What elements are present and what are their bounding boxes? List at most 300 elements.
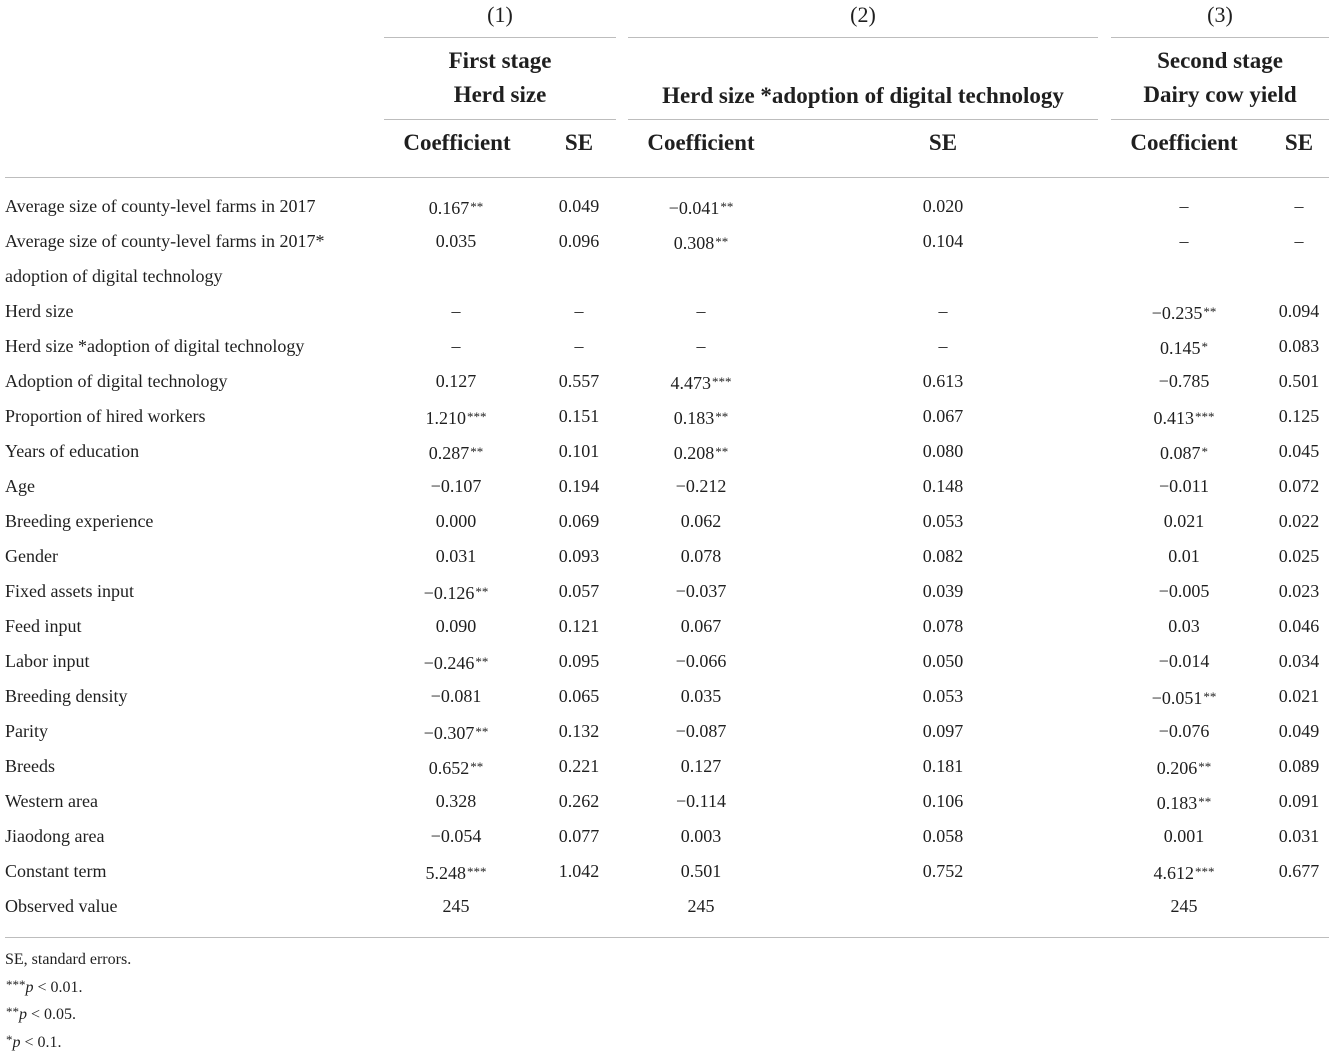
coefficient-cell	[676, 469, 727, 504]
se-cell	[1279, 399, 1320, 434]
coefficient-cell	[676, 714, 727, 749]
coefficient-cell	[688, 889, 715, 924]
se-cell	[559, 224, 600, 259]
cell-value: 0.125	[1279, 406, 1320, 426]
cell-value: 0.053	[923, 511, 964, 531]
cell-value: −0.066	[676, 651, 727, 671]
cell-value: –	[1295, 196, 1304, 216]
table-row	[0, 539, 1334, 574]
subheader-rule-1	[384, 119, 616, 120]
se-cell	[559, 539, 600, 574]
row-label: Feed input	[5, 609, 82, 644]
significance-stars: **	[475, 724, 488, 739]
cell-value: 0.072	[1279, 476, 1320, 496]
cell-value: −0.076	[1159, 721, 1210, 741]
cell-value: −0.011	[1159, 476, 1209, 496]
coefficient-cell	[1180, 189, 1189, 224]
cell-value: 0.096	[559, 231, 600, 251]
cell-value: 0.501	[1279, 371, 1320, 391]
significance-stars: **	[715, 234, 728, 249]
column-number-2: (2)	[628, 0, 1098, 30]
cell-value: 5.248	[426, 863, 467, 883]
significance-stars: ***	[467, 409, 487, 424]
footnote-symbol: p	[13, 1034, 21, 1051]
cell-value: 0.095	[559, 651, 600, 671]
subheader-coefficient-1: Coefficient	[357, 126, 557, 160]
coefficient-cell	[436, 504, 477, 539]
cell-value: 0.021	[1164, 511, 1205, 531]
se-cell	[1279, 504, 1320, 539]
column-number-3: (3)	[1111, 0, 1329, 30]
cell-value: 0.752	[923, 861, 964, 881]
row-label: Average size of county-level farms in 2017*	[5, 224, 325, 259]
column-title-3-line-1: Second stage	[1111, 44, 1329, 78]
cell-value: 0.035	[681, 686, 722, 706]
column-title-1-line-1: First stage	[384, 44, 616, 78]
cell-value: 0.151	[559, 406, 600, 426]
cell-value: 0.093	[559, 546, 600, 566]
coefficient-cell	[1160, 329, 1208, 366]
coefficient-cell	[426, 854, 487, 891]
row-label: Western area	[5, 784, 98, 819]
significance-stars: **	[1203, 304, 1216, 319]
cell-value: 0.067	[681, 616, 722, 636]
row-label: Years of education	[5, 434, 139, 469]
table-row	[0, 784, 1334, 819]
se-cell	[1279, 679, 1320, 714]
se-cell	[923, 819, 964, 854]
coefficient-cell	[681, 819, 722, 854]
cell-value: 0.127	[681, 756, 722, 776]
se-cell	[1279, 574, 1320, 609]
cell-value: 0.148	[923, 476, 964, 496]
cell-value: 0.034	[1279, 651, 1320, 671]
footnote-stars: ***	[6, 977, 26, 992]
coefficient-cell	[1159, 574, 1210, 609]
footnote-stars: *	[6, 1032, 13, 1047]
cell-value: 0.01	[1168, 546, 1200, 566]
cell-value: 0.000	[436, 511, 477, 531]
cell-value: 0.183	[1157, 793, 1198, 813]
se-cell	[923, 364, 964, 399]
cell-value: 0.078	[681, 546, 722, 566]
cell-value: 0.001	[1164, 826, 1205, 846]
footnote-text: < 0.1.	[21, 1034, 62, 1051]
table-row	[0, 644, 1334, 679]
significance-stars: *	[1202, 339, 1209, 354]
se-cell	[923, 469, 964, 504]
coefficient-cell	[1159, 364, 1210, 399]
cell-value: 0.287	[429, 443, 470, 463]
se-cell	[559, 469, 600, 504]
coefficient-cell	[681, 679, 722, 714]
footnote	[5, 973, 131, 1001]
coefficient-cell	[1168, 539, 1200, 574]
cell-value: 4.612	[1154, 863, 1195, 883]
se-cell	[923, 539, 964, 574]
cell-value: 0.094	[1279, 301, 1320, 321]
table-row	[0, 889, 1334, 924]
se-cell	[1279, 854, 1320, 889]
cell-value: 0.020	[923, 196, 964, 216]
subheader-se-3: SE	[1249, 126, 1334, 160]
cell-value: 0.145	[1160, 338, 1201, 358]
coefficient-cell	[1152, 679, 1217, 716]
cell-value: –	[452, 301, 461, 321]
coefficient-cell	[443, 889, 470, 924]
se-cell	[559, 609, 600, 644]
se-cell	[1279, 749, 1320, 784]
coefficient-cell	[681, 609, 722, 644]
coefficient-cell	[1171, 889, 1198, 924]
coefficient-cell	[681, 854, 722, 889]
cell-value: 0.132	[559, 721, 600, 741]
significance-stars: **	[720, 199, 733, 214]
cell-value: 0.03	[1168, 616, 1200, 636]
se-cell	[1279, 714, 1320, 749]
coefficient-cell	[436, 784, 477, 819]
table-row	[0, 574, 1334, 609]
cell-value: –	[939, 301, 948, 321]
cell-value: 0.057	[559, 581, 600, 601]
significance-stars: **	[715, 409, 728, 424]
se-cell	[923, 434, 964, 469]
se-cell	[923, 574, 964, 609]
cell-value: 0.031	[436, 546, 477, 566]
cell-value: −0.054	[431, 826, 482, 846]
coefficient-cell	[674, 434, 729, 471]
cell-value: 0.557	[559, 371, 600, 391]
row-label: Proportion of hired workers	[5, 399, 205, 434]
cell-value: 245	[443, 896, 470, 916]
row-label: Average size of county-level farms in 2017	[5, 189, 316, 224]
se-cell	[559, 434, 600, 469]
cell-value: 0.087	[1160, 443, 1201, 463]
cell-value: −0.037	[676, 581, 727, 601]
table-row	[0, 679, 1334, 714]
cell-value: 0.053	[923, 686, 964, 706]
cell-value: 0.181	[923, 756, 964, 776]
significance-stars: **	[470, 444, 483, 459]
row-label: Jiaodong area	[5, 819, 104, 854]
coefficient-cell	[431, 469, 482, 504]
footnote-text: < 0.05.	[27, 1006, 76, 1023]
row-label: adoption of digital technology	[5, 259, 222, 294]
coefficient-cell	[1152, 294, 1217, 331]
cell-value: 0.065	[559, 686, 600, 706]
table-footnotes	[5, 948, 131, 1055]
significance-stars: ***	[1195, 409, 1215, 424]
coefficient-cell	[1159, 644, 1210, 679]
coefficient-cell	[429, 434, 484, 471]
coefficient-cell	[1154, 854, 1215, 891]
se-cell	[923, 714, 964, 749]
table-row	[0, 714, 1334, 749]
se-cell	[575, 329, 584, 364]
se-cell	[923, 644, 964, 679]
se-cell	[1279, 294, 1320, 329]
cell-value: 0.089	[1279, 756, 1320, 776]
se-cell	[1295, 224, 1304, 259]
se-cell	[1279, 434, 1320, 469]
se-cell	[923, 399, 964, 434]
coefficient-cell	[1159, 714, 1210, 749]
se-cell	[559, 364, 600, 399]
se-cell	[1279, 364, 1320, 399]
se-cell	[1279, 539, 1320, 574]
se-cell	[1279, 819, 1320, 854]
row-label: Age	[5, 469, 35, 504]
coefficient-cell	[436, 609, 477, 644]
se-cell	[923, 504, 964, 539]
cell-value: 0.183	[674, 408, 715, 428]
coefficient-cell	[452, 329, 461, 364]
table-row	[0, 749, 1334, 784]
cell-value: 0.262	[559, 791, 600, 811]
coefficient-cell	[697, 329, 706, 364]
cell-value: 0.022	[1279, 511, 1320, 531]
significance-stars: **	[715, 444, 728, 459]
significance-stars: ***	[1195, 864, 1215, 879]
coefficient-cell	[1164, 819, 1205, 854]
coefficient-cell	[1157, 784, 1212, 821]
table-row	[0, 364, 1334, 399]
cell-value: 0.031	[1279, 826, 1320, 846]
row-label: Constant term	[5, 854, 107, 889]
se-cell	[923, 189, 964, 224]
subheader-rule-2	[628, 119, 1098, 120]
cell-value: 0.067	[923, 406, 964, 426]
coefficient-cell	[676, 574, 727, 609]
cell-value: 0.050	[923, 651, 964, 671]
coefficient-cell	[429, 189, 484, 226]
cell-value: 0.206	[1157, 758, 1198, 778]
se-cell	[923, 854, 964, 889]
coefficient-cell	[1157, 749, 1212, 786]
se-cell	[1295, 189, 1304, 224]
cell-value: 0.039	[923, 581, 964, 601]
cell-value: −0.307	[424, 723, 475, 743]
cell-value: 0.049	[1279, 721, 1320, 741]
cell-value: 0.058	[923, 826, 964, 846]
column-title-2-line-1: Herd size *adoption of digital technology	[628, 79, 1098, 113]
table-row	[0, 819, 1334, 854]
cell-value: 0.082	[923, 546, 964, 566]
cell-value: –	[1295, 231, 1304, 251]
se-cell	[1279, 784, 1320, 819]
footnote	[5, 1000, 131, 1028]
subheader-coefficient-3: Coefficient	[1084, 126, 1284, 160]
se-cell	[1279, 329, 1320, 364]
se-cell	[559, 504, 600, 539]
se-cell	[1279, 644, 1320, 679]
cell-value: 0.104	[923, 231, 964, 251]
cell-value: −0.785	[1159, 371, 1210, 391]
cell-value: −0.014	[1159, 651, 1210, 671]
cell-value: 0.097	[923, 721, 964, 741]
cell-value: 4.473	[671, 373, 712, 393]
significance-stars: *	[1202, 444, 1209, 459]
se-cell	[559, 819, 600, 854]
cell-value: 0.308	[674, 233, 715, 253]
se-cell	[559, 644, 600, 679]
cell-value: –	[575, 336, 584, 356]
significance-stars: **	[470, 759, 483, 774]
cell-value: −0.005	[1159, 581, 1210, 601]
column-number-1: (1)	[384, 0, 616, 30]
cell-value: 0.221	[559, 756, 600, 776]
table-row	[0, 329, 1334, 364]
cell-value: –	[452, 336, 461, 356]
coefficient-cell	[1168, 609, 1200, 644]
coefficient-cell	[697, 294, 706, 329]
table-row	[0, 224, 1334, 259]
se-cell	[559, 784, 600, 819]
se-cell	[559, 679, 600, 714]
coefficient-cell	[429, 749, 484, 786]
cell-value: 0.077	[559, 826, 600, 846]
row-label: Herd size	[5, 294, 73, 329]
cell-value: 245	[1171, 896, 1198, 916]
cell-value: −0.212	[676, 476, 727, 496]
se-cell	[559, 714, 600, 749]
cell-value: −0.126	[424, 583, 475, 603]
coefficient-cell	[674, 399, 729, 436]
cell-value: 0.062	[681, 511, 722, 531]
cell-value: 0.046	[1279, 616, 1320, 636]
se-cell	[923, 679, 964, 714]
cell-value: –	[1180, 196, 1189, 216]
table-row	[0, 854, 1334, 889]
footnote-symbol: p	[26, 979, 34, 996]
cell-value: 0.091	[1279, 791, 1320, 811]
se-cell	[559, 574, 600, 609]
se-cell	[559, 189, 600, 224]
cell-value: −0.041	[669, 198, 720, 218]
subheader-se-1: SE	[529, 126, 629, 160]
table-row	[0, 259, 1334, 294]
cell-value: 0.078	[923, 616, 964, 636]
row-label: Breeds	[5, 749, 55, 784]
row-label: Breeding density	[5, 679, 127, 714]
cell-value: –	[939, 336, 948, 356]
significance-stars: ***	[467, 864, 487, 879]
cell-value: 0.049	[559, 196, 600, 216]
se-cell	[1279, 609, 1320, 644]
se-cell	[559, 854, 600, 889]
footnote-stars: **	[6, 1004, 19, 1019]
row-label: Herd size *adoption of digital technology	[5, 329, 304, 364]
coefficient-cell	[1160, 434, 1208, 471]
cell-value: 0.121	[559, 616, 600, 636]
cell-value: 1.210	[426, 408, 467, 428]
row-label: Labor input	[5, 644, 89, 679]
cell-value: 0.677	[1279, 861, 1320, 881]
column-title-2	[628, 79, 1098, 113]
cell-value: −0.087	[676, 721, 727, 741]
cell-value: 0.069	[559, 511, 600, 531]
cell-value: 0.501	[681, 861, 722, 881]
header-rule-2	[628, 37, 1098, 38]
row-label: Fixed assets input	[5, 574, 134, 609]
coefficient-cell	[426, 399, 487, 436]
table-row	[0, 609, 1334, 644]
cell-value: −0.235	[1152, 303, 1203, 323]
footnote-symbol: p	[19, 1006, 27, 1023]
cell-value: −0.107	[431, 476, 482, 496]
cell-value: 0.021	[1279, 686, 1320, 706]
cell-value: 245	[688, 896, 715, 916]
row-label: Parity	[5, 714, 48, 749]
cell-value: 0.208	[674, 443, 715, 463]
column-title-3	[1111, 44, 1329, 112]
coefficient-cell	[1159, 469, 1209, 504]
coefficient-cell	[424, 644, 489, 681]
cell-value: 0.035	[436, 231, 477, 251]
cell-value: −0.051	[1152, 688, 1203, 708]
row-label: Gender	[5, 539, 58, 574]
header-rule-3	[1111, 37, 1329, 38]
se-cell	[559, 749, 600, 784]
se-cell	[1279, 469, 1320, 504]
coefficient-cell	[669, 189, 734, 226]
coefficient-cell	[436, 224, 477, 259]
cell-value: 0.652	[429, 758, 470, 778]
coefficient-cell	[436, 364, 477, 399]
cell-value: 0.106	[923, 791, 964, 811]
coefficient-cell	[676, 784, 726, 819]
se-cell	[939, 294, 948, 329]
header-rule-1	[384, 37, 616, 38]
coefficient-cell	[674, 224, 729, 261]
cell-value: –	[575, 301, 584, 321]
significance-stars: **	[1198, 759, 1211, 774]
cell-value: 0.328	[436, 791, 477, 811]
cell-value: −0.114	[676, 791, 726, 811]
significance-stars: **	[470, 199, 483, 214]
significance-stars: ***	[712, 374, 732, 389]
row-label: Observed value	[5, 889, 117, 924]
table-row	[0, 469, 1334, 504]
coefficient-cell	[424, 574, 489, 611]
cell-value: –	[697, 301, 706, 321]
coefficient-cell	[431, 679, 482, 714]
coefficient-cell	[681, 504, 722, 539]
se-cell	[923, 609, 964, 644]
cell-value: 0.023	[1279, 581, 1320, 601]
subheader-rule-3	[1111, 119, 1329, 120]
cell-value: 0.045	[1279, 441, 1320, 461]
coefficient-cell	[676, 644, 727, 679]
column-title-1	[384, 44, 616, 112]
se-cell	[923, 224, 964, 259]
table-bottom-rule	[5, 937, 1329, 938]
coefficient-cell	[424, 714, 489, 751]
se-cell	[923, 784, 964, 819]
cell-value: 0.025	[1279, 546, 1320, 566]
coefficient-cell	[1164, 504, 1205, 539]
significance-stars: **	[475, 654, 488, 669]
table-header-bottom-rule	[5, 177, 1329, 178]
cell-value: –	[1180, 231, 1189, 251]
cell-value: 0.083	[1279, 336, 1320, 356]
coefficient-cell	[436, 539, 477, 574]
table-row	[0, 189, 1334, 224]
cell-value: −0.246	[424, 653, 475, 673]
column-title-3-line-2: Dairy cow yield	[1111, 78, 1329, 112]
footnote	[5, 948, 131, 973]
subheader-se-2: SE	[893, 126, 993, 160]
